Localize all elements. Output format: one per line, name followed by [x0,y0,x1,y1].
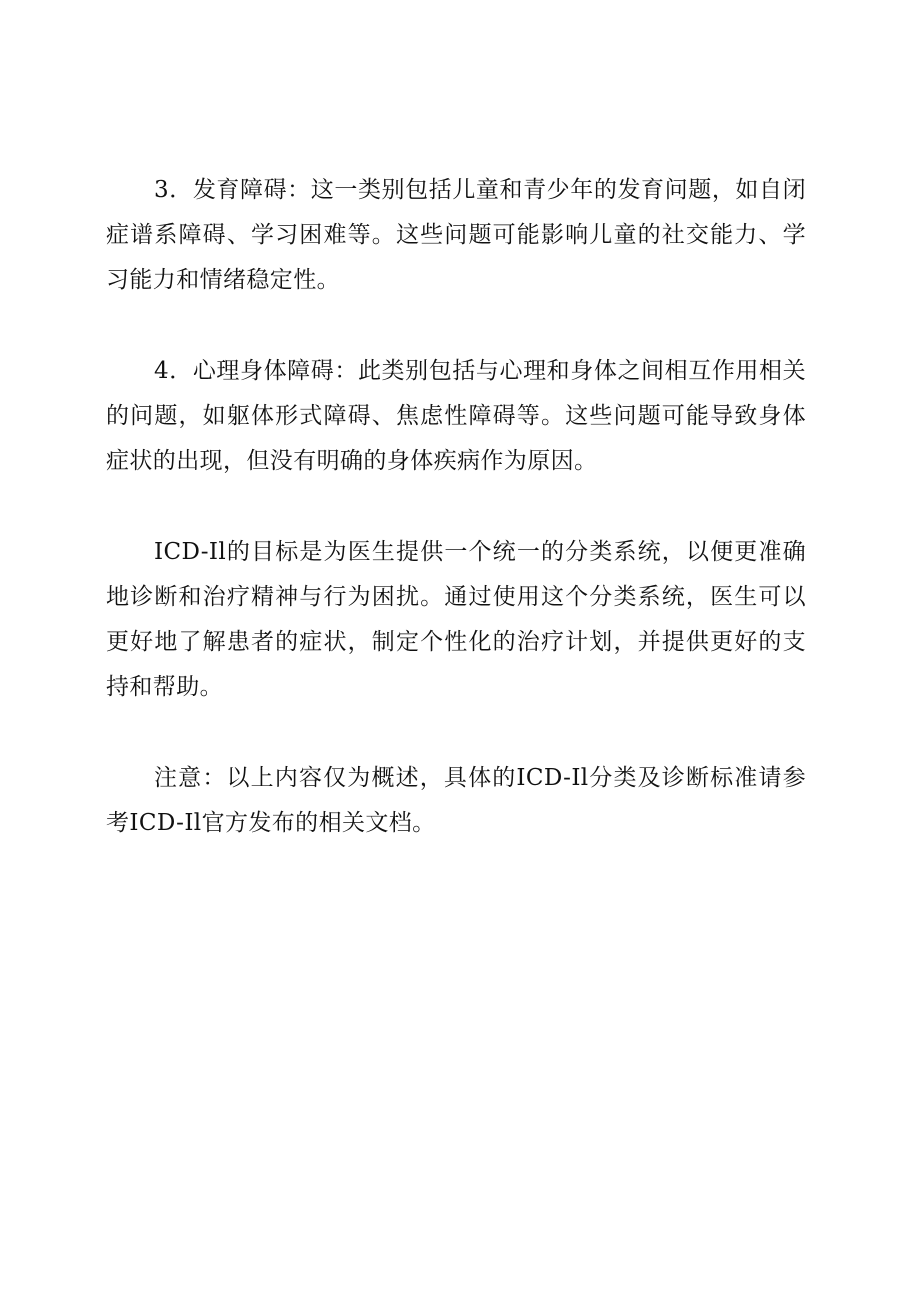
paragraph-icd-goal: ICD-Il的目标是为医生提供一个统一的分类系统，以便更准确地诊断和治疗精神与行为困扰。通过使用这个分类系统，医生可以更好地了解患者的症状，制定个性化的治疗计划，并提供更好的支持和帮助。 [106,539,806,700]
paragraph-note: 注意：以上内容仅为概述，具体的ICD-Il分类及诊断标准请参考ICD-Il官方发布的相关文档。 [106,765,806,836]
paragraph-developmental-disorders: 3．发育障碍：这一类别包括儿童和青少年的发育问题，如自闭症谱系障碍、学习困难等。这些问题可能影响儿童的社交能力、学习能力和情绪稳定性。 [106,177,806,293]
paragraph-psychosomatic-disorders: 4．心理身体障碍：此类别包括与心理和身体之间相互作用相关的问题，如躯体形式障碍、焦虑性障碍等。这些问题可能导致身体症状的出现，但没有明确的身体疾病作为原因。 [106,358,806,474]
document-body [106,168,806,846]
